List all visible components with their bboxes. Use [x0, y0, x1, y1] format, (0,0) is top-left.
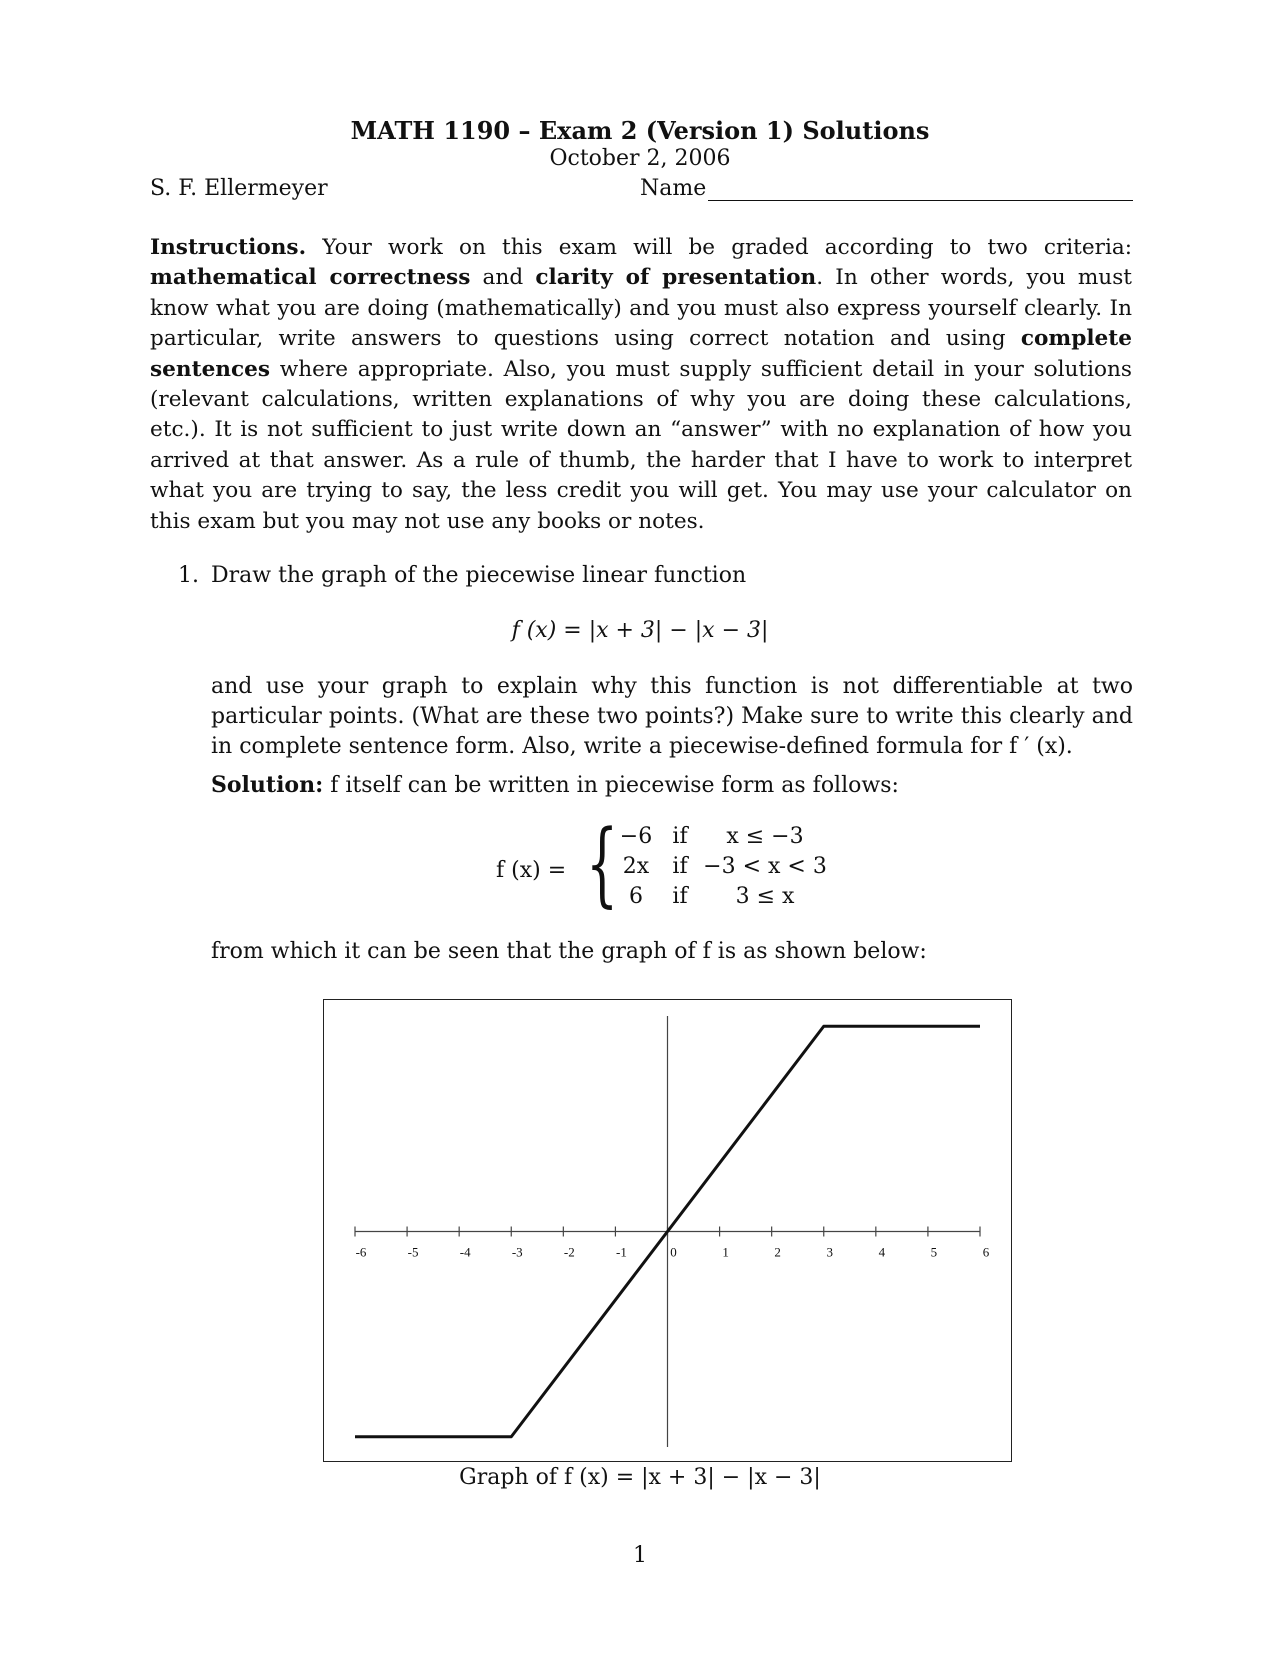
x-tick-label: 1 [722, 1244, 729, 1260]
piece-value: 2x [622, 854, 650, 879]
x-tick-label: -2 [563, 1244, 575, 1260]
name-label: Name [640, 176, 707, 201]
name-blank-line [708, 176, 1133, 201]
instructions-text: Your work on this exam will be graded according to two criteria: [306, 235, 1132, 260]
solution-text: f itself can be written in piecewise form as follows: [323, 773, 899, 798]
piece-if: if [672, 824, 688, 849]
piece-if: if [672, 854, 688, 879]
function-formula [0, 618, 1280, 643]
piece-condition: 3 ≤ x [735, 884, 795, 909]
x-tick-label: 3 [826, 1244, 833, 1260]
x-tick-labels [356, 1245, 990, 1260]
left-brace: { [586, 810, 619, 917]
instructions-text: . In other words, you must know what you are doing (mathematically) and you must also express yourself clearly. In particular, write answers to questions using correct notation and using [150, 265, 1132, 352]
x-tick-label: 0 [670, 1244, 677, 1260]
exam-title: MATH 1190 – Exam 2 (Version 1) Solutions [350, 116, 930, 145]
instructions-bold-criterion: complete sentences [150, 326, 1132, 382]
piecewise-row [612, 884, 830, 914]
x-tick-label: 2 [774, 1244, 781, 1260]
x-tick-label: -3 [511, 1244, 523, 1260]
x-tick-label: -4 [459, 1244, 471, 1260]
question-prompt: Draw the graph of the piecewise linear function [211, 563, 747, 588]
piecewise-row [612, 854, 830, 884]
question-number: 1. [178, 563, 199, 588]
piece-condition: −3 < x < 3 [703, 854, 827, 879]
instructions-text: where appropriate. Also, you must supply sufficient detail in your solutions (relevant calculations, written explanations of why you are doing these calculations, etc.). It is not sufficient to just write down an “answer” with no explanation of how you arrived at that answer. As a rule of thumb, the harder that I have to work to interpret what you are trying to say, the less credit you will get. You may use your calculator on this exam but you may not use any books or notes. [150, 356, 1132, 534]
x-tick-label: -6 [355, 1244, 367, 1260]
x-tick-label: -1 [615, 1244, 627, 1260]
question-details: and use your graph to explain why this function is not differentiable at two particular points. (What are these two points?) Make sure to write this clearly and in complete sentence form. Also, write a piecewise-defined formula for f ′ (x). [211, 674, 1133, 759]
instructions-bold-criterion: mathematical correctness [150, 265, 471, 291]
piecewise-lhs: f (x) = [496, 858, 567, 883]
x-tick-label: 5 [930, 1244, 938, 1260]
page-number: 1 [633, 1543, 647, 1568]
author-name: S. F. Ellermeyer [150, 176, 328, 201]
instructions-paragraph [150, 233, 1132, 537]
piece-value: −6 [619, 824, 653, 849]
graph-intro: from which it can be seen that the graph of f is as shown below: [211, 939, 927, 964]
caption-text: Graph of f (x) = |x + 3| − |x − 3| [459, 1465, 821, 1490]
exam-date: October 2, 2006 [549, 146, 731, 171]
x-tick-label: 6 [982, 1244, 990, 1260]
graph-caption [0, 1465, 1280, 1490]
function-graph [324, 1000, 1011, 1461]
piece-condition: x ≤ −3 [726, 824, 804, 849]
graph-frame [323, 999, 1012, 1462]
x-tick-label: 4 [878, 1244, 886, 1260]
piecewise-row [612, 824, 830, 854]
instructions-bold-criterion: clarity of presentation [535, 265, 817, 291]
instructions-lead: Instructions. [150, 235, 307, 260]
formula-text: f (x) = |x + 3| − |x − 3| [511, 618, 769, 643]
instructions-text: and [470, 265, 536, 291]
name-field [640, 176, 1133, 201]
x-tick-label: -5 [407, 1244, 419, 1260]
piece-if: if [672, 884, 688, 909]
solution-line [211, 772, 899, 798]
solution-label: Solution: [211, 772, 324, 798]
piece-value: 6 [629, 884, 643, 909]
